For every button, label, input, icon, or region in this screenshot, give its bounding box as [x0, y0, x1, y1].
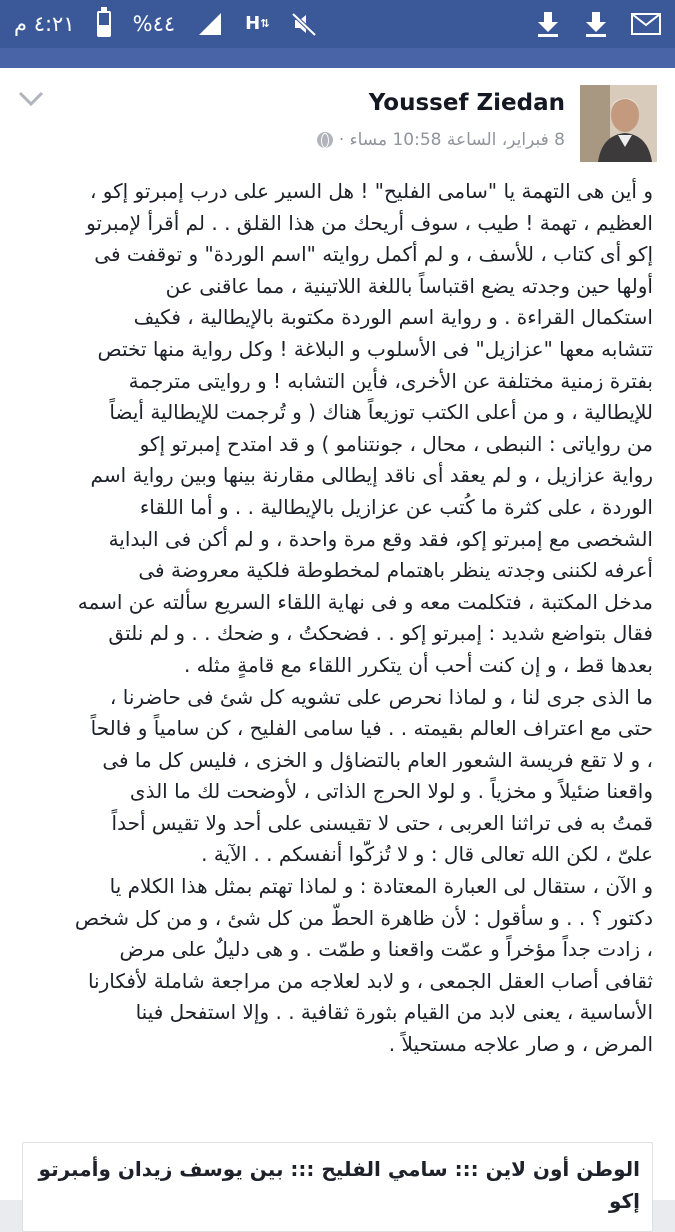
post-text-line: إكو أى كتاب ، للأسف ، و لم أكمل روايته "اسم الوردة" و توقفت فى: [94, 242, 653, 267]
battery-fill: [99, 25, 109, 35]
link-preview[interactable]: [22, 1142, 653, 1232]
post-card: [0, 68, 675, 1213]
download-icon[interactable]: [535, 10, 561, 38]
post-text-line: أولها حين وجدته يضع اقتباساً باللغة اللاتينية ، مما عاقنى عن: [165, 273, 653, 298]
globe-icon: [317, 132, 333, 148]
post-text-line: العظيم ، تهمة ! طيب ، سوف أريحك من هذا القلق . . لم أقرأ لإمبرتو: [86, 210, 653, 235]
network-h-icon: H ⇅: [245, 13, 270, 34]
mail-icon[interactable]: [631, 13, 661, 35]
post-text-line: أعرفه لكننى وجدته ينظر باهتمام لمخطوطة فلكية معروضة فى: [138, 558, 653, 583]
app-header-strip: [0, 48, 675, 69]
post-text-line: بفترة زمنية مختلفة عن الأخرى، فأين التشابه ! و روايتى مترجمة: [128, 368, 653, 393]
download-icon[interactable]: [583, 10, 609, 38]
post-text-line: الوردة ، على كثرة ما كُتب عن عزازيل بالإيطالية . . و أما اللقاء: [139, 494, 653, 519]
post-text-line: قمتُ به فى تراثنا العربى ، حتى لا تقيسنى على أحد ولا تقيس أحداً: [111, 810, 653, 835]
post-text-line: ، زادت جداً مؤخراً و عمّت واقعنا و طمّت . و هى دليلٌ على مرض: [119, 937, 653, 962]
post-text-line: ثقافى أصاب العقل الجمعى ، و لابد لعلاجه من مراجعة شاملة لأفكارنا: [87, 968, 653, 993]
post-text-line: المرض ، و صار علاجه مستحيلاً .: [388, 1032, 653, 1057]
post-text-line: واقعنا ضئيلاً و مخزياً . و لولا الحرج الذاتى ، لأوضحت لك ما الذى: [129, 779, 653, 804]
post-text-line: الأساسية ، يعنى لابد من القيام بثورة ثقافية . . وإلا استفحل فينا: [135, 1000, 653, 1025]
post-text-line: تتشابه معها "عزازيل" فى الأسلوب و البلاغة ! وكل رواية منها تختص: [97, 336, 653, 361]
post-text-line: فقال بتواضع شديد : إمبرتو إكو . . فضحكتُ ، و ضحك . . و لم نلتق: [108, 621, 653, 646]
post-text-line: استكمال القراءة . و رواية اسم الوردة مكتوبة بالإيطالية ، فكيف: [133, 305, 653, 330]
post-text-line: و الآن ، ستقال لى العبارة المعتادة : و لماذا تهتم بمثل هذا الكلام يا: [109, 874, 653, 899]
post-text-line: للإيطالية ، و من أعلى الكتب توزيعاً هناك ( و تُرجمت للإيطالية أيضاً: [109, 400, 653, 425]
post-author[interactable]: Youssef Ziedan: [368, 90, 565, 116]
post-text-line: بعدها قط ، و إن كنت أحب أن يتكرر اللقاء مع قامةٍ مثله .: [183, 652, 653, 677]
battery-icon: [97, 11, 111, 37]
battery-percent: %٤٤: [132, 12, 176, 36]
chevron-down-icon[interactable]: [18, 90, 44, 108]
post-text-line: ، و لا تقع فريسة الشعور العام بالتضاؤل و الخزى ، فليس كل ما فى: [102, 747, 653, 772]
post-text-line: دكتور ؟ . . و سأقول : لأن ظاهرة الحطّ من كل شئ ، و من كل شخص: [74, 905, 653, 930]
status-bar-left: [14, 11, 317, 37]
mute-icon: [291, 11, 317, 37]
post-text-line: ما الذى جرى لنا ، و لماذا نحرص على تشويه كل شئ فى حاضرنا ،: [109, 684, 653, 709]
post-body: [22, 176, 653, 1061]
network-type: H: [245, 13, 261, 34]
link-preview-title[interactable]: الوطن أون لاين ::: سامي الفليح ::: بين يوسف زيدان وأمبرتو إكو: [38, 1157, 640, 1213]
status-bar-right: [535, 10, 661, 38]
post-text-line: حتى مع اعتراف العالم بقيمته . . فيا سامى الفليح ، كن سامياً و فالحاً: [90, 716, 653, 741]
post-timestamp[interactable]: 8 فبراير، الساعة 10:58 مساء ·: [338, 130, 565, 150]
post-text-line: علىّ ، لكن الله تعالى قال : و لا تُزكّوا أنفسكم . . الآية .: [201, 842, 653, 867]
post-text-line: مدخل المكتبة ، فتكلمت معه و فى نهاية اللقاء السريع سألته عن اسمه: [77, 589, 653, 614]
post-text-line: رواية عزازيل ، و لم يعقد أى ناقد إيطالى مقارنة بينها وبين رواية اسم: [90, 463, 653, 488]
clock: ٤:٢١ م: [14, 12, 75, 36]
signal-icon: [197, 11, 223, 37]
post-text-line: من رواياتى : النبطى ، محال ، جونتنامو ) و قد امتدح إمبرتو إكو: [139, 431, 653, 456]
post-text-line: الشخصى مع إمبرتو إكو، فقد وقع مرة واحدة ، و لم أكن فى البداية: [108, 526, 653, 551]
status-bar: [0, 0, 675, 48]
post-meta: [317, 130, 565, 150]
avatar[interactable]: [580, 85, 657, 162]
post-text-line: و أين هى التهمة يا "سامى الفليح" ! هل السير على درب إمبرتو إكو ،: [89, 179, 653, 203]
